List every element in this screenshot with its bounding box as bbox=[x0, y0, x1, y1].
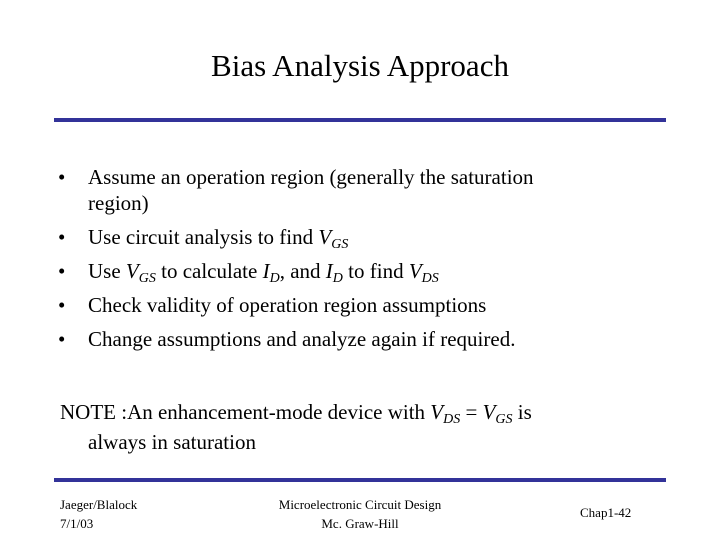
bullet-item-2 bbox=[58, 220, 658, 254]
footer-publisher: Mc. Graw-Hill bbox=[321, 516, 399, 531]
subscript-ds: DS bbox=[421, 271, 439, 286]
subscript-gs: GS bbox=[138, 271, 156, 286]
bullet-3-text: to find bbox=[342, 259, 409, 283]
bullet-3-text: to calculate bbox=[155, 259, 263, 283]
bullet-3-text: , and bbox=[279, 259, 326, 283]
variable-v: V bbox=[430, 400, 444, 424]
variable-v: V bbox=[482, 400, 496, 424]
bullet-list bbox=[58, 160, 658, 356]
slide-title: Bias Analysis Approach bbox=[211, 48, 509, 83]
subscript-d: D bbox=[269, 271, 280, 286]
bullet-item-1 bbox=[58, 160, 658, 216]
bullet-dot-icon: • bbox=[58, 259, 66, 283]
note-continuation: always in saturation bbox=[88, 430, 256, 454]
bullet-1-text: Assume an operation region (generally the saturation bbox=[88, 165, 534, 189]
title-divider bbox=[54, 118, 666, 122]
footer-authors: Jaeger/Blalock bbox=[60, 497, 138, 512]
variable-v: V bbox=[318, 225, 332, 249]
bullet-dot-icon: • bbox=[58, 225, 66, 249]
subscript-d: D bbox=[332, 271, 343, 286]
bullet-1-continuation: region) bbox=[88, 191, 149, 215]
variable-v: V bbox=[408, 259, 422, 283]
footer-author-date bbox=[60, 495, 137, 533]
variable-i: I bbox=[325, 259, 333, 283]
subscript-gs: GS bbox=[495, 412, 513, 427]
note-equals: = bbox=[460, 400, 483, 424]
bullet-dot-icon: • bbox=[58, 165, 66, 189]
variable-v: V bbox=[125, 259, 139, 283]
bullet-4-text: Check validity of operation region assumptions bbox=[88, 293, 487, 317]
bullet-item-4 bbox=[58, 288, 658, 322]
bullet-2-text: Use circuit analysis to find bbox=[88, 225, 319, 249]
footer-slide-number: Chap1-42 bbox=[580, 505, 632, 520]
bullet-item-5 bbox=[58, 322, 658, 356]
note-text: is bbox=[512, 400, 532, 424]
footer-book-title: Microelectronic Circuit Design bbox=[278, 497, 442, 512]
bullet-dot-icon: • bbox=[58, 293, 66, 317]
bullet-3-text: Use bbox=[88, 259, 126, 283]
note-text: NOTE :An enhancement-mode device with bbox=[60, 400, 431, 424]
variable-i: I bbox=[262, 259, 270, 283]
subscript-gs: GS bbox=[331, 237, 349, 252]
footer-date: 7/1/03 bbox=[60, 516, 94, 531]
bullet-5-text: Change assumptions and analyze again if required. bbox=[88, 327, 516, 351]
footer-divider bbox=[54, 478, 666, 482]
bullet-dot-icon: • bbox=[58, 327, 66, 351]
subscript-ds: DS bbox=[443, 412, 461, 427]
note-paragraph bbox=[60, 397, 660, 457]
bullet-item-3 bbox=[58, 254, 658, 288]
footer-book bbox=[260, 495, 460, 533]
